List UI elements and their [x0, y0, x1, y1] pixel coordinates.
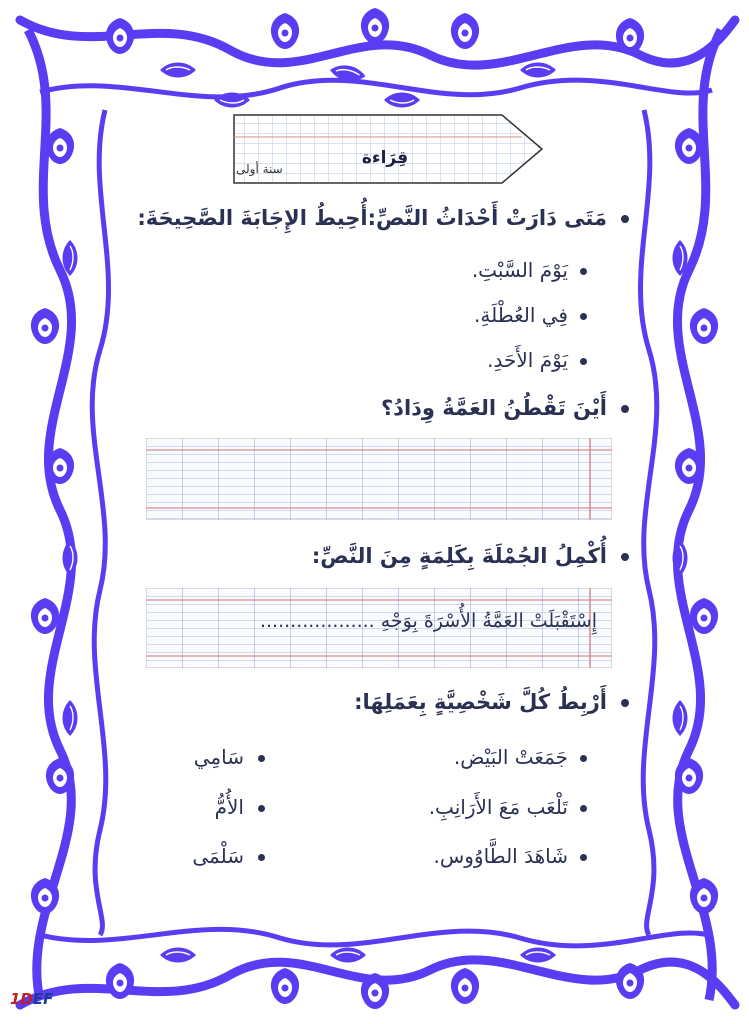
option-item[interactable] — [472, 258, 587, 282]
bullet-icon — [580, 268, 587, 275]
fill-in-sentence[interactable]: إِسْتَقْبَلَتْ العَمَّةُ الأُسْرَةَ بِوَجْهِ ................... — [259, 610, 597, 632]
answer-lines-1[interactable] — [146, 438, 612, 520]
action-label: شَاهَدَ الطَّاوُوس. — [433, 844, 568, 868]
character-item[interactable] — [194, 745, 265, 769]
action-item[interactable] — [454, 745, 587, 769]
option-item[interactable] — [487, 348, 587, 372]
frame-right — [640, 30, 721, 1000]
question-3 — [312, 544, 629, 568]
logo-part-1: 1D — [10, 990, 33, 1008]
option-label: يَوْمَ السَّبْتِ. — [471, 258, 568, 282]
logo-part-2: EF — [32, 990, 54, 1008]
character-label: سَلْمَى — [192, 844, 244, 868]
bullet-icon — [621, 405, 629, 413]
character-item[interactable] — [215, 795, 265, 819]
bullet-icon — [258, 805, 265, 812]
question-4 — [354, 690, 629, 714]
question-4-text: أَرْبِطُ كُلَّ شَخْصِيَّةٍ بِعَمَلِهَا: — [354, 690, 607, 714]
question-3-text: أُكْمِلُ الجُمْلَةَ بِكَلِمَةٍ مِنَ النَّصِّ: — [311, 544, 607, 568]
frame-left — [28, 30, 109, 1000]
option-item[interactable] — [474, 303, 587, 327]
site-logo — [10, 990, 53, 1008]
bullet-icon — [258, 755, 265, 762]
action-label: تَلْعَب مَعَ الأَرَانِبِ. — [428, 795, 568, 819]
action-label: جَمَعَتْ البَيْض. — [453, 745, 568, 769]
bullet-icon — [580, 755, 587, 762]
grade-label: سنة أولى — [236, 162, 283, 176]
page-title: قِرَاءة — [361, 148, 409, 168]
action-item[interactable] — [429, 795, 587, 819]
option-label: فِي العُطْلَةِ. — [474, 303, 568, 327]
option-label: يَوْمَ الأَحَدِ. — [487, 348, 568, 372]
bullet-icon — [580, 805, 587, 812]
bullet-icon — [621, 699, 629, 707]
question-2-text: أَيْنَ تَقْطُنُ العَمَّةُ وِدَادُ؟ — [380, 396, 607, 420]
bullet-icon — [621, 553, 629, 561]
question-2 — [381, 396, 629, 420]
frame-top — [20, 8, 735, 108]
character-label: الأُمُّ — [214, 795, 244, 819]
question-1 — [137, 206, 629, 230]
bullet-icon — [580, 854, 587, 861]
bullet-icon — [258, 854, 265, 861]
character-label: سَامِي — [193, 745, 244, 769]
frame-bottom — [20, 929, 735, 1009]
action-item[interactable] — [434, 844, 588, 868]
bullet-icon — [621, 215, 629, 223]
question-1-text: مَتَى دَارَتْ أَحْدَاثُ النَّصِّ:أُحِيطُ الإِجَابَةَ الصَّحِيحَةَ: — [137, 206, 607, 230]
bullet-icon — [580, 358, 587, 365]
character-item[interactable] — [192, 844, 265, 868]
bullet-icon — [580, 313, 587, 320]
